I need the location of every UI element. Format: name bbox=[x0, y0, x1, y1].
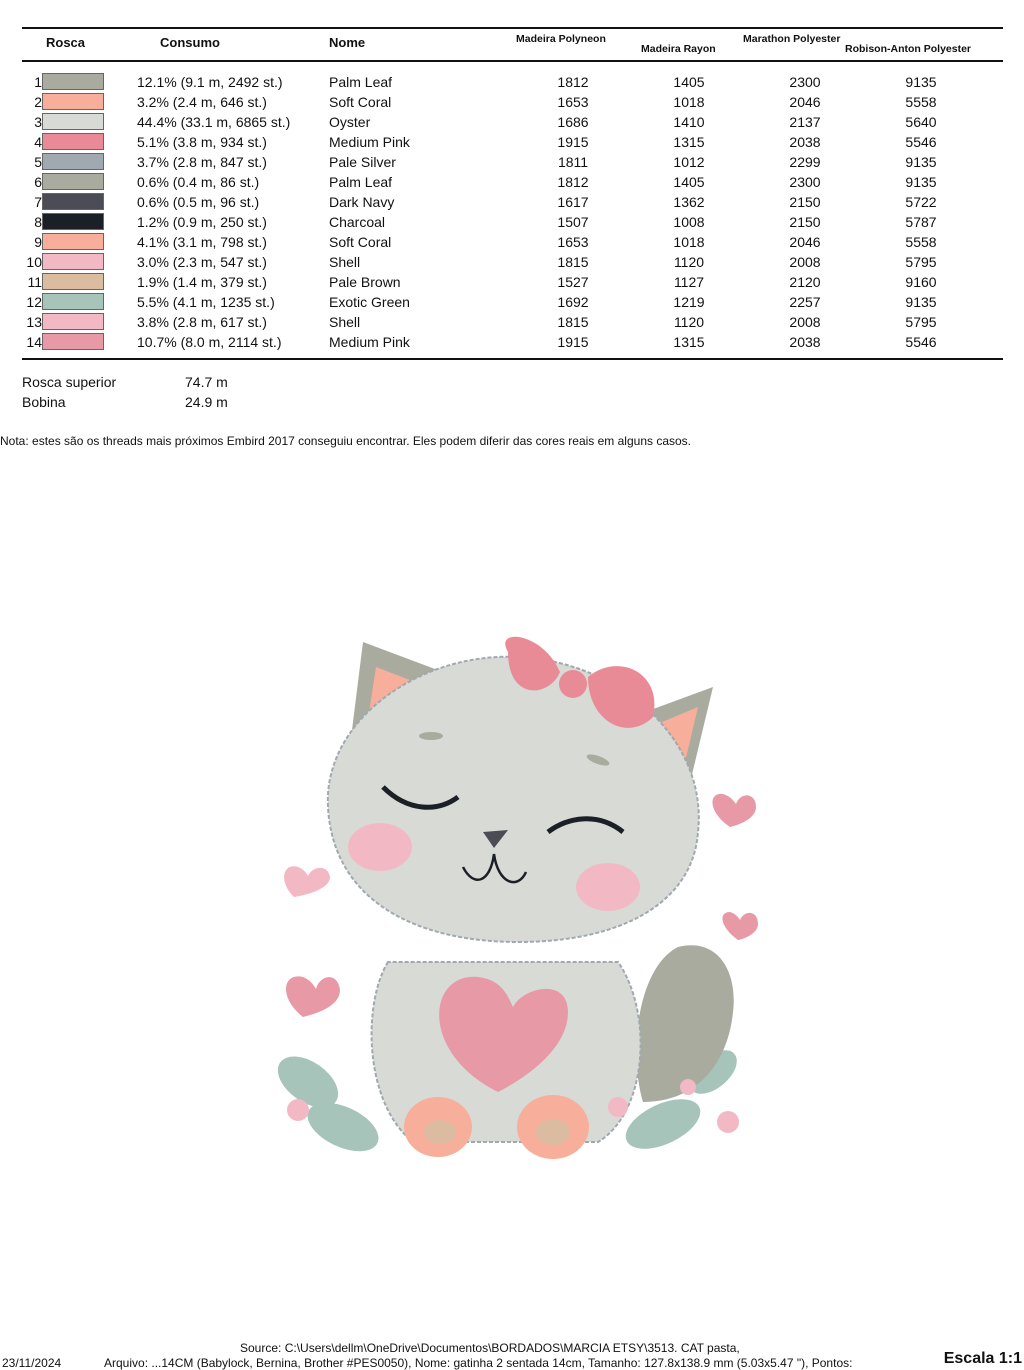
madeira-polyneon-code: 1692 bbox=[557, 294, 589, 310]
thread-index: 10 bbox=[26, 254, 42, 270]
madeira-rayon-code: 1405 bbox=[673, 174, 705, 190]
table-header-rule bbox=[22, 60, 1003, 62]
rosca-superior-label: Rosca superior bbox=[22, 374, 117, 390]
bobina-label: Bobina bbox=[22, 394, 66, 410]
marathon-polyester-code: 2150 bbox=[789, 194, 821, 210]
thread-index: 13 bbox=[26, 314, 42, 330]
table-row bbox=[0, 72, 1024, 92]
thread-nome: Oyster bbox=[329, 114, 371, 130]
color-swatch bbox=[42, 213, 104, 230]
thread-nome: Medium Pink bbox=[329, 134, 410, 150]
cat-cheek-left bbox=[348, 823, 412, 871]
thread-consumo: 1.9% (1.4 m, 379 st.) bbox=[137, 274, 267, 290]
small-heart-left-lower bbox=[286, 976, 340, 1017]
madeira-rayon-code: 1018 bbox=[673, 234, 705, 250]
header-nome: Nome bbox=[329, 35, 366, 50]
madeira-rayon-code: 1008 bbox=[673, 214, 705, 230]
thread-index: 4 bbox=[34, 134, 42, 150]
small-heart-right-lower bbox=[722, 912, 758, 940]
bow-knot bbox=[559, 670, 587, 698]
thread-consumo: 1.2% (0.9 m, 250 st.) bbox=[137, 214, 267, 230]
footer-source: Source: C:\Users\dellm\OneDrive\Documentos\BORDADOS\MARCIA ETSY\3513. CAT pasta, bbox=[240, 1341, 740, 1355]
robison-anton-code: 9135 bbox=[905, 174, 937, 190]
small-heart-right bbox=[713, 794, 756, 827]
robison-anton-code: 9135 bbox=[905, 74, 937, 90]
thread-index: 3 bbox=[34, 114, 42, 130]
madeira-rayon-code: 1410 bbox=[673, 114, 705, 130]
marathon-polyester-code: 2038 bbox=[789, 334, 821, 350]
thread-nome: Palm Leaf bbox=[329, 74, 393, 90]
table-row bbox=[0, 112, 1024, 132]
madeira-rayon-code: 1120 bbox=[673, 254, 705, 270]
thread-consumo: 4.1% (3.1 m, 798 st.) bbox=[137, 234, 267, 250]
table-top-rule bbox=[22, 27, 1003, 29]
table-row bbox=[0, 252, 1024, 272]
marathon-polyester-code: 2046 bbox=[789, 94, 821, 110]
robison-anton-code: 5795 bbox=[905, 254, 937, 270]
color-swatch bbox=[42, 293, 104, 310]
madeira-polyneon-code: 1915 bbox=[557, 134, 589, 150]
robison-anton-code: 5558 bbox=[905, 234, 937, 250]
thread-index: 14 bbox=[26, 334, 42, 350]
header-consumo: Consumo bbox=[160, 35, 220, 50]
footer-date: 23/11/2024 bbox=[2, 1356, 62, 1370]
bobina-value: 24.9 m bbox=[185, 394, 228, 410]
thread-nome: Shell bbox=[329, 254, 361, 270]
kitten-embroidery-design bbox=[268, 632, 758, 1172]
thread-consumo: 10.7% (8.0 m, 2114 st.) bbox=[137, 334, 282, 350]
madeira-polyneon-code: 1812 bbox=[557, 174, 589, 190]
header-madeira-polyneon: Madeira Polyneon bbox=[516, 33, 606, 45]
robison-anton-code: 5722 bbox=[905, 194, 937, 210]
color-swatch bbox=[42, 193, 104, 210]
thread-index: 6 bbox=[34, 174, 42, 190]
thread-consumo: 0.6% (0.5 m, 96 st.) bbox=[137, 194, 260, 210]
header-madeira-rayon: Madeira Rayon bbox=[641, 43, 716, 55]
paw-left-pad bbox=[424, 1120, 456, 1144]
thread-index: 1 bbox=[34, 74, 42, 90]
thread-nome: Soft Coral bbox=[329, 234, 392, 250]
flower-right bbox=[717, 1111, 739, 1133]
thread-consumo: 3.7% (2.8 m, 847 st.) bbox=[137, 154, 267, 170]
thread-nome: Soft Coral bbox=[329, 94, 392, 110]
small-heart-left bbox=[284, 866, 330, 897]
footer-scale: Escala 1:1 bbox=[943, 1350, 1022, 1367]
table-row bbox=[0, 212, 1024, 232]
madeira-rayon-code: 1315 bbox=[673, 334, 705, 350]
color-swatch bbox=[42, 253, 104, 270]
madeira-rayon-code: 1012 bbox=[673, 154, 705, 170]
color-swatch bbox=[42, 173, 104, 190]
kitten-with-bow-embroidery-image bbox=[268, 632, 758, 1172]
table-row bbox=[0, 152, 1024, 172]
color-swatch bbox=[42, 73, 104, 90]
madeira-polyneon-code: 1653 bbox=[557, 94, 589, 110]
thread-index: 12 bbox=[26, 294, 42, 310]
thread-nome: Pale Silver bbox=[329, 154, 396, 170]
thread-nome: Charcoal bbox=[329, 214, 386, 230]
marathon-polyester-code: 2150 bbox=[789, 214, 821, 230]
flower-right-top bbox=[680, 1079, 696, 1095]
madeira-rayon-code: 1127 bbox=[673, 274, 705, 290]
rosca-superior-value: 74.7 m bbox=[185, 374, 228, 390]
marathon-polyester-code: 2257 bbox=[789, 294, 821, 310]
footer-arquivo: Arquivo: ...14CM (Babylock, Bernina, Brother #PES0050), Nome: gatinha 2 sentada 14cm, Tamanho: 127.8x138.9 mm (5.03x5.47 "), Pontos: bbox=[104, 1356, 853, 1370]
thread-consumo: 5.1% (3.8 m, 934 st.) bbox=[137, 134, 267, 150]
color-swatch bbox=[42, 133, 104, 150]
robison-anton-code: 5546 bbox=[905, 134, 937, 150]
thread-consumo: 44.4% (33.1 m, 6865 st.) bbox=[137, 114, 291, 130]
thread-index: 9 bbox=[34, 234, 42, 250]
thread-consumo: 12.1% (9.1 m, 2492 st.) bbox=[137, 74, 283, 90]
thread-nome: Shell bbox=[329, 314, 361, 330]
header-marathon-polyester: Marathon Polyester bbox=[743, 33, 841, 45]
thread-index: 5 bbox=[34, 154, 42, 170]
thread-consumo: 5.5% (4.1 m, 1235 st.) bbox=[137, 294, 275, 310]
marathon-polyester-code: 2137 bbox=[789, 114, 821, 130]
madeira-rayon-code: 1120 bbox=[673, 314, 705, 330]
madeira-polyneon-code: 1811 bbox=[557, 154, 589, 170]
marathon-polyester-code: 2120 bbox=[789, 274, 821, 290]
madeira-rayon-code: 1315 bbox=[673, 134, 705, 150]
table-row bbox=[0, 332, 1024, 352]
marathon-polyester-code: 2008 bbox=[789, 254, 821, 270]
table-row bbox=[0, 92, 1024, 112]
madeira-polyneon-code: 1527 bbox=[557, 274, 589, 290]
marathon-polyester-code: 2299 bbox=[789, 154, 821, 170]
table-row bbox=[0, 312, 1024, 332]
robison-anton-code: 5787 bbox=[905, 214, 937, 230]
madeira-polyneon-code: 1686 bbox=[557, 114, 589, 130]
thread-index: 11 bbox=[27, 274, 42, 290]
header-robison-anton-polyester: Robison-Anton Polyester bbox=[845, 43, 972, 55]
color-swatch bbox=[42, 113, 104, 130]
thread-index: 8 bbox=[34, 214, 42, 230]
color-swatch bbox=[42, 93, 104, 110]
thread-index: 7 bbox=[34, 194, 42, 210]
color-swatch bbox=[42, 153, 104, 170]
madeira-polyneon-code: 1507 bbox=[557, 214, 589, 230]
robison-anton-code: 5640 bbox=[905, 114, 937, 130]
flower-left bbox=[287, 1099, 309, 1121]
thread-nome: Pale Brown bbox=[329, 274, 401, 290]
thread-nome: Exotic Green bbox=[329, 294, 410, 310]
robison-anton-code: 5546 bbox=[905, 334, 937, 350]
thread-consumo: 0.6% (0.4 m, 86 st.) bbox=[137, 174, 260, 190]
madeira-polyneon-code: 1815 bbox=[557, 254, 589, 270]
madeira-polyneon-code: 1617 bbox=[557, 194, 589, 210]
marathon-polyester-code: 2300 bbox=[789, 74, 821, 90]
paw-right-pad bbox=[536, 1119, 570, 1145]
thread-consumo: 3.2% (2.4 m, 646 st.) bbox=[137, 94, 267, 110]
table-row bbox=[0, 272, 1024, 292]
madeira-polyneon-code: 1812 bbox=[557, 74, 589, 90]
table-row bbox=[0, 192, 1024, 212]
thread-consumo: 3.8% (2.8 m, 617 st.) bbox=[137, 314, 267, 330]
thread-nome: Dark Navy bbox=[329, 194, 395, 210]
thread-note: Nota: estes são os threads mais próximos Embird 2017 conseguiu encontrar. Eles podem diferir das cores reais em alguns casos. bbox=[0, 434, 692, 448]
cat-cheek-right bbox=[576, 863, 640, 911]
robison-anton-code: 9135 bbox=[905, 294, 937, 310]
marathon-polyester-code: 2046 bbox=[789, 234, 821, 250]
color-swatch bbox=[42, 273, 104, 290]
table-row bbox=[0, 292, 1024, 312]
table-bottom-rule bbox=[22, 358, 1003, 360]
header-rosca: Rosca bbox=[46, 35, 86, 50]
madeira-rayon-code: 1362 bbox=[673, 194, 705, 210]
color-swatch bbox=[42, 313, 104, 330]
thread-nome: Palm Leaf bbox=[329, 174, 393, 190]
robison-anton-code: 5558 bbox=[905, 94, 937, 110]
thread-index: 2 bbox=[34, 94, 42, 110]
thread-nome: Medium Pink bbox=[329, 334, 410, 350]
table-row bbox=[0, 232, 1024, 252]
madeira-polyneon-code: 1915 bbox=[557, 334, 589, 350]
madeira-rayon-code: 1219 bbox=[673, 294, 705, 310]
madeira-polyneon-code: 1653 bbox=[557, 234, 589, 250]
madeira-polyneon-code: 1815 bbox=[557, 314, 589, 330]
madeira-rayon-code: 1405 bbox=[673, 74, 705, 90]
madeira-rayon-code: 1018 bbox=[673, 94, 705, 110]
marathon-polyester-code: 2008 bbox=[789, 314, 821, 330]
color-swatch bbox=[42, 333, 104, 350]
robison-anton-code: 9135 bbox=[905, 154, 937, 170]
marathon-polyester-code: 2300 bbox=[789, 174, 821, 190]
color-swatch bbox=[42, 233, 104, 250]
flower-right-small bbox=[608, 1097, 628, 1117]
robison-anton-code: 9160 bbox=[905, 274, 937, 290]
table-row bbox=[0, 132, 1024, 152]
table-row bbox=[0, 172, 1024, 192]
robison-anton-code: 5795 bbox=[905, 314, 937, 330]
marathon-polyester-code: 2038 bbox=[789, 134, 821, 150]
thread-consumo: 3.0% (2.3 m, 547 st.) bbox=[137, 254, 267, 270]
cat-brow-left bbox=[419, 732, 443, 740]
